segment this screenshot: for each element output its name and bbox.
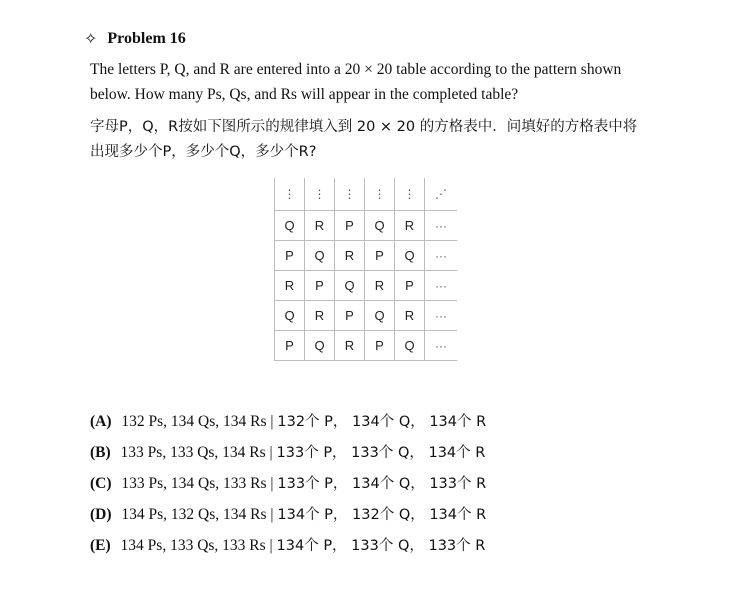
table-cell: Q bbox=[335, 271, 365, 301]
horizontal-dots: ··· bbox=[425, 241, 458, 271]
table-cell: P bbox=[305, 271, 335, 301]
option-separator: | bbox=[270, 413, 274, 430]
table-cell: Q bbox=[275, 301, 305, 331]
table-cell: R bbox=[305, 301, 335, 331]
vertical-dots: ⋮ bbox=[395, 178, 425, 211]
option-separator: | bbox=[270, 475, 274, 492]
option-text-chinese: 133个 P， 133个 Q， 134个 R bbox=[276, 445, 486, 461]
option-label: (C) bbox=[90, 475, 112, 492]
answer-option-a[interactable] bbox=[90, 410, 486, 431]
table-cell: R bbox=[395, 301, 425, 331]
table-cell: R bbox=[365, 271, 395, 301]
vertical-dots: ⋮ bbox=[365, 178, 395, 211]
horizontal-dots: ··· bbox=[425, 301, 458, 331]
option-text-english: 134 Ps, 132 Qs, 134 Rs bbox=[121, 506, 267, 523]
problem-title: Problem 16 bbox=[107, 30, 186, 47]
table-cell: Q bbox=[305, 241, 335, 271]
pattern-table bbox=[274, 178, 457, 361]
table-cell: Q bbox=[365, 301, 395, 331]
diagonal-dots: ⋰ bbox=[435, 187, 447, 201]
answer-option-e[interactable] bbox=[90, 534, 485, 555]
table-cell: P bbox=[365, 241, 395, 271]
table-cell: R bbox=[305, 211, 335, 241]
question-english: The letters P, Q, and R are entered into a 20 × 20 table according to the pattern shown below. How many Ps, Qs, and Rs will appear in the completed table? bbox=[90, 61, 622, 103]
horizontal-dots: ··· bbox=[425, 331, 458, 361]
option-text-chinese: 133个 P， 134个 Q， 133个 R bbox=[277, 476, 487, 492]
problem-heading bbox=[84, 29, 186, 49]
option-text-english: 132 Ps, 134 Qs, 134 Rs bbox=[121, 413, 267, 430]
option-label: (B) bbox=[90, 444, 111, 461]
answer-option-d[interactable] bbox=[90, 503, 486, 524]
table-cell: P bbox=[335, 301, 365, 331]
option-label: (A) bbox=[90, 413, 112, 430]
table-row bbox=[275, 271, 458, 301]
table-cell: Q bbox=[365, 211, 395, 241]
table-cell: R bbox=[335, 331, 365, 361]
option-text-english: 133 Ps, 133 Qs, 134 Rs bbox=[120, 444, 266, 461]
table-cell: Q bbox=[395, 241, 425, 271]
option-text-english: 133 Ps, 134 Qs, 133 Rs bbox=[121, 475, 267, 492]
option-text-chinese: 134个 P， 132个 Q， 134个 R bbox=[277, 507, 487, 523]
table-cell: R bbox=[275, 271, 305, 301]
table-cell: Q bbox=[275, 211, 305, 241]
option-text-english: 134 Ps, 133 Qs, 133 Rs bbox=[120, 537, 266, 554]
table-cell: P bbox=[275, 331, 305, 361]
answer-option-c[interactable] bbox=[90, 472, 486, 493]
vertical-dots: ⋮ bbox=[275, 178, 305, 211]
table-cell: P bbox=[395, 271, 425, 301]
table-row-top-dots bbox=[275, 178, 458, 211]
table-cell: R bbox=[395, 211, 425, 241]
table-cell: P bbox=[335, 211, 365, 241]
option-label: (E) bbox=[90, 537, 111, 554]
table-cell: Q bbox=[305, 331, 335, 361]
option-text-chinese: 132个 P， 134个 Q， 134个 R bbox=[277, 414, 487, 430]
table-row bbox=[275, 331, 458, 361]
question-chinese: 字母P，Q，R按如下图所示的规律填入到 20 × 20 的方格表中．问填好的方格表中将出现多少个P，多少个Q，多少个R? bbox=[90, 119, 638, 160]
vertical-dots: ⋮ bbox=[305, 178, 335, 211]
table-row bbox=[275, 301, 458, 331]
option-separator: | bbox=[269, 444, 273, 461]
four-pointed-star-icon: ✧ bbox=[84, 31, 98, 48]
table-cell: P bbox=[365, 331, 395, 361]
vertical-dots: ⋮ bbox=[335, 178, 365, 211]
answer-option-b[interactable] bbox=[90, 441, 485, 462]
table-row bbox=[275, 241, 458, 271]
horizontal-dots: ··· bbox=[425, 271, 458, 301]
table-cell: P bbox=[275, 241, 305, 271]
table-cell: Q bbox=[395, 331, 425, 361]
horizontal-dots: ··· bbox=[425, 211, 458, 241]
table-row bbox=[275, 211, 458, 241]
option-separator: | bbox=[270, 506, 274, 523]
option-label: (D) bbox=[90, 506, 112, 523]
table-cell: R bbox=[335, 241, 365, 271]
option-separator: | bbox=[269, 537, 273, 554]
option-text-chinese: 134个 P， 133个 Q， 133个 R bbox=[276, 538, 486, 554]
